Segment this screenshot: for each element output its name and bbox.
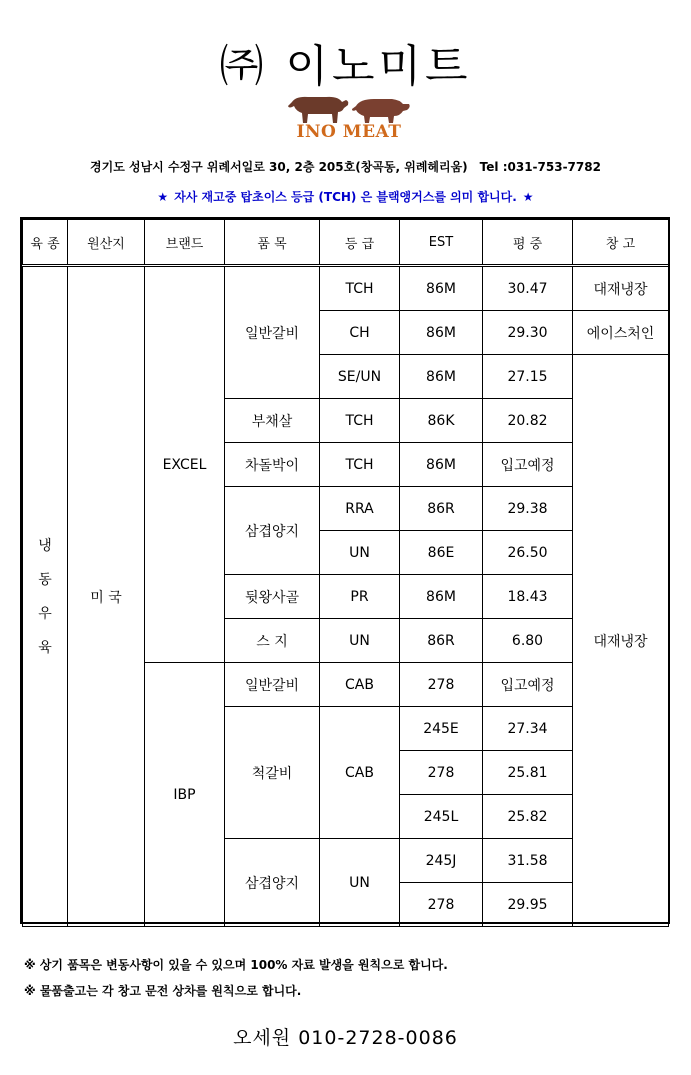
meat-type-char: 동 [38,571,52,588]
header-grade: 등 급 [320,220,400,266]
weight-cell: 29.30 [483,311,573,355]
origin-cell: 미 국 [68,266,145,927]
item-cell: 뒷왕사골 [225,575,320,619]
address-text: 경기도 성남시 수정구 위례서일로 30, 2층 205호(창곡동, 위례헤리움) [90,160,468,174]
header-est: EST [400,220,483,266]
notice-line [0,188,691,205]
weight-cell: 27.15 [483,355,573,399]
company-logo [286,92,412,142]
address-line [0,158,691,175]
tel-text: Tel :031-753-7782 [479,160,601,174]
grade-cell: UN [320,619,400,663]
grade-cell: PR [320,575,400,619]
table-header-row [23,220,669,266]
warehouse-cell: 에이스처인 [573,311,669,355]
footer-note: ※ 물품출고는 각 창고 문전 상차를 원칙으로 합니다. [24,984,302,998]
meat-type-char: 냉 [38,537,52,554]
weight-cell: 31.58 [483,839,573,883]
star-icon: ★ [157,190,169,204]
warehouse-cell: 대재냉장 [573,355,669,927]
est-cell: 278 [400,883,483,927]
grade-cell: TCH [320,266,400,311]
header-weight: 평 중 [483,220,573,266]
brand-cell: EXCEL [145,266,225,663]
footer-note: ※ 상기 품목은 변동사항이 있을 수 있으며 100% 자료 발생을 원칙으로 합니다. [24,958,448,972]
est-cell: 86E [400,531,483,575]
table-row [23,266,669,311]
est-cell: 86M [400,443,483,487]
item-cell: 스 지 [225,619,320,663]
brand-cell: IBP [145,663,225,927]
grade-cell: RRA [320,487,400,531]
grade-cell: SE/UN [320,355,400,399]
est-cell: 86K [400,399,483,443]
weight-cell: 25.81 [483,751,573,795]
weight-cell: 입고예정 [483,443,573,487]
est-cell: 278 [400,663,483,707]
est-cell: 245E [400,707,483,751]
contact-line: 오세원 010-2728-0086 [233,1027,458,1049]
cow-and-pig-icon [286,92,412,126]
est-cell: 86R [400,487,483,531]
est-cell: 86M [400,266,483,311]
item-cell: 삼겹양지 [225,487,320,575]
item-cell: 부채살 [225,399,320,443]
weight-cell: 27.34 [483,707,573,751]
notice-text: 자사 재고중 탑초이스 등급 (TCH) 은 블랙앵거스를 의미 합니다. [174,190,517,204]
est-cell: 86M [400,575,483,619]
weight-cell: 26.50 [483,531,573,575]
item-cell: 차돌박이 [225,443,320,487]
weight-cell: 29.95 [483,883,573,927]
item-cell: 삼겹양지 [225,839,320,927]
item-cell: 일반갈비 [225,663,320,707]
header-origin: 원산지 [68,220,145,266]
warehouse-cell: 대재냉장 [573,266,669,311]
meat-type-cell [23,266,68,927]
header-warehouse: 창 고 [573,220,669,266]
weight-cell: 30.47 [483,266,573,311]
meat-type-char: 우 [38,605,52,622]
header-item: 품 목 [225,220,320,266]
est-cell: 245J [400,839,483,883]
grade-cell: UN [320,839,400,927]
weight-cell: 20.82 [483,399,573,443]
item-cell: 일반갈비 [225,266,320,399]
est-cell: 86M [400,355,483,399]
item-cell: 척갈비 [225,707,320,839]
grade-cell: TCH [320,443,400,487]
logo-text: INO MEAT [296,122,402,142]
meat-type-char: 육 [38,639,52,656]
est-cell: 86R [400,619,483,663]
weight-cell: 6.80 [483,619,573,663]
grade-cell: CH [320,311,400,355]
est-cell: 278 [400,751,483,795]
inventory-table [22,219,669,927]
weight-cell: 29.38 [483,487,573,531]
header-brand: 브랜드 [145,220,225,266]
est-cell: 245L [400,795,483,839]
weight-cell: 입고예정 [483,663,573,707]
est-cell: 86M [400,311,483,355]
grade-cell: CAB [320,707,400,839]
weight-cell: 18.43 [483,575,573,619]
company-title: ㈜ 이노미트 [219,41,472,92]
grade-cell: UN [320,531,400,575]
header-meat-type: 육 종 [23,220,68,266]
grade-cell: TCH [320,399,400,443]
weight-cell: 25.82 [483,795,573,839]
grade-cell: CAB [320,663,400,707]
star-icon: ★ [522,190,534,204]
inventory-table-wrapper [20,217,670,924]
